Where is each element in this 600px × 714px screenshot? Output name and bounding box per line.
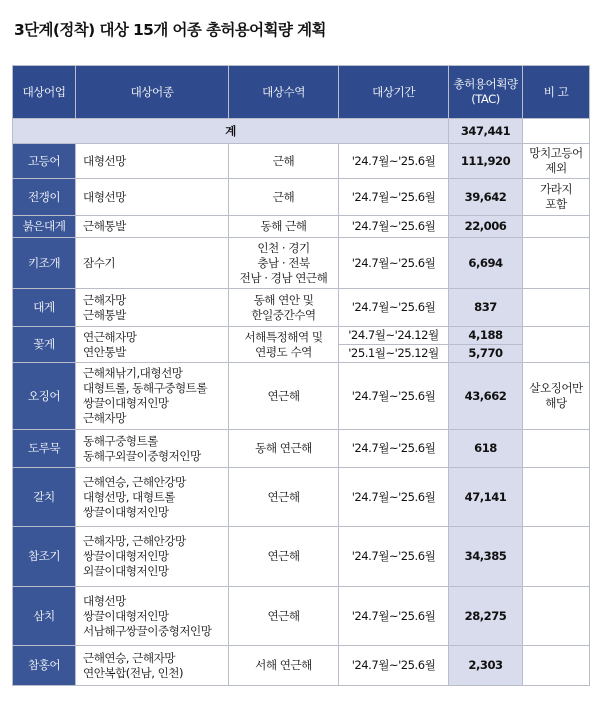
- row-kinds: 대형선망 쌍끌이대형저인망 서남해구쌍끌이중형저인망: [76, 587, 229, 646]
- row-area: 인천 · 경기 충남 · 전북 전남 · 경남 연근해: [229, 238, 339, 289]
- row-tac: 111,920: [449, 144, 523, 179]
- row-area: 연근해: [229, 468, 339, 527]
- table-row: [13, 363, 590, 430]
- row-note: [523, 327, 590, 363]
- row-area: 동해 연안 및 한일중간수역: [229, 289, 339, 327]
- row-note: [523, 216, 590, 238]
- row-period: '24.7월~'25.6월: [339, 646, 449, 686]
- table-header-row: [13, 66, 590, 119]
- row-tac: 6,694: [449, 238, 523, 289]
- row-area: 연근해: [229, 363, 339, 430]
- row-tac: 5,770: [449, 345, 523, 363]
- row-period: '24.7월~'25.6월: [339, 144, 449, 179]
- row-kinds: 근해통발: [76, 216, 229, 238]
- row-kinds: 잠수기: [76, 238, 229, 289]
- row-species: 키조개: [13, 238, 76, 289]
- row-area: 서해특정해역 및 연평도 수역: [229, 327, 339, 363]
- row-species: 꽃게: [13, 327, 76, 363]
- row-species: 오징어: [13, 363, 76, 430]
- table-row: [13, 327, 590, 345]
- row-tac: 4,188: [449, 327, 523, 345]
- row-note: [523, 238, 590, 289]
- row-note: [523, 468, 590, 527]
- row-area: 근해: [229, 144, 339, 179]
- row-area: 연근해: [229, 527, 339, 587]
- table-row: [13, 468, 590, 527]
- row-species: 전갱이: [13, 179, 76, 216]
- row-period: '24.7월~'25.6월: [339, 179, 449, 216]
- row-kinds: 대형선망: [76, 179, 229, 216]
- tac-plan-table: [12, 65, 590, 686]
- row-species: 삼치: [13, 587, 76, 646]
- row-kinds: 대형선망: [76, 144, 229, 179]
- row-period: '24.7월~'25.6월: [339, 238, 449, 289]
- row-period: '24.7월~'25.6월: [339, 216, 449, 238]
- page-title: 3단계(정착) 대상 15개 어종 총허용어획량 계획: [14, 21, 326, 39]
- header-tac: 총허용어획량 (TAC): [449, 66, 523, 119]
- row-note: 살오징어만 해당: [523, 363, 590, 430]
- row-area: 동해 근해: [229, 216, 339, 238]
- row-period: '24.7월~'25.6월: [339, 289, 449, 327]
- row-species: 참홍어: [13, 646, 76, 686]
- row-period: '24.7월~'25.6월: [339, 468, 449, 527]
- row-period: '24.7월~'25.6월: [339, 363, 449, 430]
- row-period: '24.7월~'25.6월: [339, 430, 449, 468]
- total-label: 계: [13, 119, 449, 144]
- row-tac: 28,275: [449, 587, 523, 646]
- row-tac: 47,141: [449, 468, 523, 527]
- total-note: [523, 119, 590, 144]
- table-row: [13, 144, 590, 179]
- row-period: '25.1월~'25.12월: [339, 345, 449, 363]
- header-period: 대상기간: [339, 66, 449, 119]
- total-value: 347,441: [449, 119, 523, 144]
- header-area: 대상수역: [229, 66, 339, 119]
- table-row: [13, 430, 590, 468]
- row-period: '24.7월~'25.6월: [339, 587, 449, 646]
- row-tac: 22,006: [449, 216, 523, 238]
- row-tac: 837: [449, 289, 523, 327]
- row-kinds: 근해자망, 근해안강망 쌍끌이대형저인망 외끌이대형저인망: [76, 527, 229, 587]
- row-kinds: 동해구중형트롤 동해구외끌이중형저인망: [76, 430, 229, 468]
- row-species: 참조기: [13, 527, 76, 587]
- row-species: 갈치: [13, 468, 76, 527]
- row-tac: 618: [449, 430, 523, 468]
- row-area: 근해: [229, 179, 339, 216]
- row-note: [523, 430, 590, 468]
- table-row: [13, 289, 590, 327]
- row-note: [523, 527, 590, 587]
- row-species: 고등어: [13, 144, 76, 179]
- table-row: [13, 527, 590, 587]
- row-period: '24.7월~'25.6월: [339, 527, 449, 587]
- row-kinds: 근해채낚기,대형선망 대형트롤, 동해구중형트롤 쌍끌이대형저인망 근해자망: [76, 363, 229, 430]
- table-row: [13, 179, 590, 216]
- row-species: 대게: [13, 289, 76, 327]
- row-tac: 34,385: [449, 527, 523, 587]
- header-note: 비 고: [523, 66, 590, 119]
- table-row: [13, 646, 590, 686]
- row-species: 도루묵: [13, 430, 76, 468]
- row-period: '24.7월~'24.12월: [339, 327, 449, 345]
- row-tac: 2,303: [449, 646, 523, 686]
- table-row: [13, 587, 590, 646]
- row-tac: 39,642: [449, 179, 523, 216]
- total-row: [13, 119, 590, 144]
- row-note: [523, 587, 590, 646]
- header-kinds: 대상어종: [76, 66, 229, 119]
- row-kinds: 연근해자망 연안통발: [76, 327, 229, 363]
- row-tac: 43,662: [449, 363, 523, 430]
- row-species: 붉은대게: [13, 216, 76, 238]
- header-species: 대상어업: [13, 66, 76, 119]
- row-kinds: 근해연승, 근해안강망 대형선망, 대형트롤 쌍끌이대형저인망: [76, 468, 229, 527]
- row-kinds: 근해연승, 근해자망 연안복합(전남, 인천): [76, 646, 229, 686]
- row-note: [523, 646, 590, 686]
- row-kinds: 근해자망 근해통발: [76, 289, 229, 327]
- row-area: 연근해: [229, 587, 339, 646]
- row-area: 서해 연근해: [229, 646, 339, 686]
- table-row: [13, 216, 590, 238]
- row-note: [523, 289, 590, 327]
- row-area: 동해 연근해: [229, 430, 339, 468]
- table-row: [13, 238, 590, 289]
- row-note: 망치고등어 제외: [523, 144, 590, 179]
- row-note: 가라지 포함: [523, 179, 590, 216]
